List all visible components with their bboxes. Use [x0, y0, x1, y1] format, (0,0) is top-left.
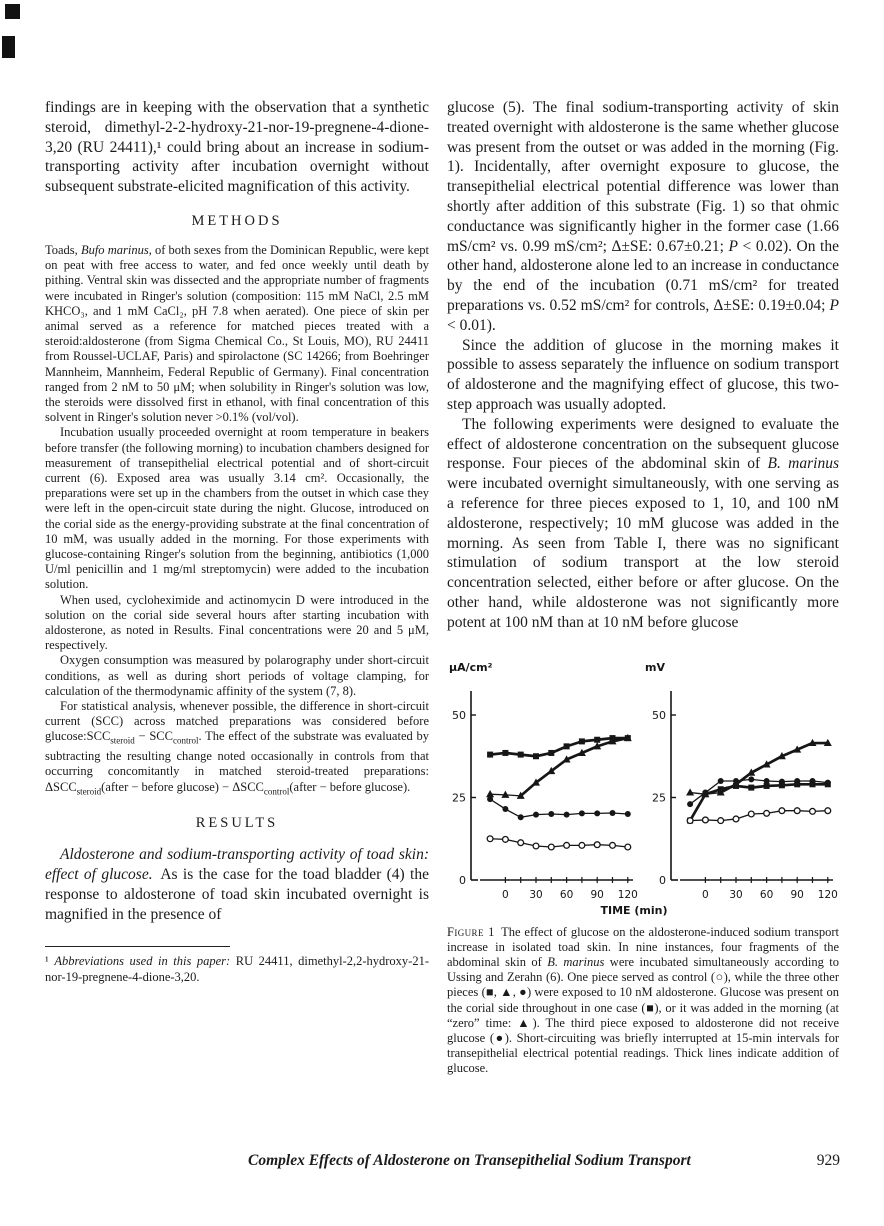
paragraph: For statistical analysis, whenever possible, the difference in short-circuit current (SCC) across matched preparations was considered before $glucose:SCC_{steroid} - SCC_{control}$. The effect of the substrate was evaluated by subtracting the resulting change noted occasionally in controls from that occurring concomitantly in matched steroid-treated preparations: $\Delta SCC_{steroid}(after$ − before $glucose) - \Delta SCC_{control}(after$ − before glucose).: [45, 699, 429, 797]
svg-text:mV: mV: [645, 660, 665, 674]
footnote-rule: [45, 946, 230, 947]
svg-text:0: 0: [459, 873, 466, 887]
paragraph: Oxygen consumption was measured by polarography under short-circuit conditions, as well as during short periods of voltage clamping, for calculation of the thermodynamic affinity of the system (7, 8).: [45, 653, 429, 698]
svg-text:μA/cm²: μA/cm²: [449, 660, 493, 674]
svg-text:50: 50: [652, 708, 666, 722]
svg-text:60: 60: [759, 888, 774, 901]
page-number: 929: [816, 1152, 840, 1169]
results-paragraph: Aldosterone and sodium-transporting activity of toad skin: effect of glucose. As is the case for the toad bladder (4) the response to aldosterone of toad skin incubated overnight is magnified in the presence of: [45, 846, 429, 923]
scan-mark-bottom: [2, 36, 15, 58]
svg-text:TIME (min): TIME (min): [600, 903, 668, 917]
figure-1-chart: [447, 655, 839, 917]
svg-text:60: 60: [559, 888, 574, 901]
methods-heading: METHODS: [191, 212, 283, 229]
svg-text:30: 30: [729, 888, 743, 901]
svg-text:25: 25: [452, 791, 466, 805]
running-title: Complex Effects of Aldosterone on Transepithelial Sodium Transport: [248, 1152, 691, 1169]
svg-text:120: 120: [817, 888, 838, 901]
svg-text:0: 0: [659, 873, 666, 887]
svg-text:90: 90: [590, 888, 604, 901]
paragraph: Toads, Bufo marinus, of both sexes from the Dominican Republic, were kept on peat with free access to water, and fed once weekly until death by pithing. Ventral skin was dissected and the appropriate number of fragments were incubated in Ringer's solution (composition: 115 mM NaCl, 2.5 mM KHCO₃, and 1 mM CaCl₂, pH 7.8 when aerated). One piece of skin per animal served as a reference for matched pieces treated with a steroid:aldosterone (from Sigma Chemical Co., St Louis, MO), RU 24411 from Roussel-UCLAF, Paris) and spirolactone (SC 14266; from Boehringer Mannheim, Mannheim, Federal Republic of Germany). Final concentration ranged from 2 nM to 50 μM; when solubility in Ringer's solution was low, the steroids were dissolved first in ethanol, with final concentration of this solvent in Ringer's solution never >0.1% (vol/vol).: [45, 242, 429, 425]
svg-text:90: 90: [790, 888, 804, 901]
scan-mark-top: [5, 4, 20, 19]
methods-section: [45, 243, 429, 799]
paragraph: Since the addition of glucose in the morning makes it possible to assess separately the influence on sodium transport of aldosterone and the magnifying effect of glucose, this two-step approach was usually adopted.: [447, 336, 839, 413]
svg-text:30: 30: [529, 888, 543, 901]
results-heading: RESULTS: [195, 815, 279, 832]
intro-paragraph: findings are in keeping with the observation that a synthetic steroid, dimethyl-2-2-hydroxy-21-nor-19-pregnene-4-dione-3,20 (RU 24411),¹ could bring about an increase in sodium-transporting activity after incubation overnight without subsequent substrate-elicited magnification of this activity.: [45, 99, 429, 196]
footnote: ¹ Abbreviations used in this paper: RU 24411, dimethyl-2,2-hydroxy-21-nor-19-pregnene-4-dione-3,20.: [45, 954, 430, 984]
page-body: [45, 0, 839, 1077]
paragraph: The following experiments were designed to evaluate the effect of aldosterone concentration on the subsequent glucose response. Four pieces of the abdominal skin of B. marinus were incubated overnight simultaneously, with one serving as a reference for three pieces exposed to 1, 10, and 100 nM aldosterone, respectively; 10 mM glucose was added in the morning. As seen from Table I, there was no significant stimulation of sodium transport at the low steroid concentration selected, either before or after glucose. On the other hand, while aldosterone was not significantly more potent at 100 nM than at 10 nM before glucose: [447, 415, 839, 631]
right-column-text: [447, 98, 839, 633]
right-column: [447, 98, 839, 1077]
figure-1: [447, 655, 839, 1077]
svg-text:0: 0: [702, 888, 709, 901]
running-footer: [0, 1152, 884, 1176]
svg-text:120: 120: [617, 888, 638, 901]
svg-text:0: 0: [502, 888, 509, 901]
paragraph: glucose (5). The final sodium-transporting activity of skin treated overnight with aldosterone is the same whether glucose was present from the outset or was added in the morning (Fig. 1). Incidentally, after overnight exposure to glucose, the transepithelial electrical potential difference was lower than shortly after addition of this substrate (Fig. 1) so that ohmic conductance was significantly higher in the former case (1.66 mS/cm² vs. 0.99 mS/cm²; Δ±SE: 0.67±0.21; P < 0.02). On the other hand, aldosterone alone led to an increase in conductance by the end of the incubation (0.71 mS/cm² for treated preparations vs. 0.52 mS/cm² for controls, Δ±SE: 0.19±0.04; P < 0.01).: [447, 99, 839, 334]
svg-text:50: 50: [452, 708, 466, 722]
paragraph: Incubation usually proceeded overnight at room temperature in beakers before transfer (the following morning) to incubation chambers designed for measurement of transepithelial electrical potential and of short-circuit current (6). Exposed area was usually 3.14 cm². Occasionally, the preparations were set up in the chambers from the outset in which case they were left in the open-circuit state during the night. Glucose, introduced on the corial side as the energy-providing substrate at the final concentration of 10 mM, was usually added in the morning. For those experiments with glucose-containing Ringer's solution from the beginning, antibiotics (1,000 U/ml penicillin and 1 mg/ml streptomycin) were added to the incubation solution.: [45, 425, 429, 592]
svg-text:25: 25: [652, 791, 666, 805]
left-column: [45, 98, 429, 1077]
paragraph: When used, cycloheximide and actinomycin D were introduced in the solution on the corial side several hours after starting incubation with aldosterone, as noted in Results. Final concentrations were 20 and 5 μM, respectively.: [45, 592, 429, 653]
figure-1-caption: Figure 1 The effect of glucose on the aldosterone-induced sodium transport increase in isolated toad skin. In nine instances, four fragments of the abdominal skin of B. marinus were incubated simultaneously according to Ussing and Zerahn (6). One piece served as control (○), while the three other pieces (■, ▲, ●) were exposed to 10 nM aldosterone. Glucose was present on the corial side throughout in one case (■), or it was added in the morning (at “zero” time: ▲). The third piece exposed to aldosterone did not receive glucose (●). Short-circuiting was briefly interrupted at 15-min intervals for transepithelial electrical potential readings. Thick lines indicate addition of glucose.: [447, 924, 839, 1076]
